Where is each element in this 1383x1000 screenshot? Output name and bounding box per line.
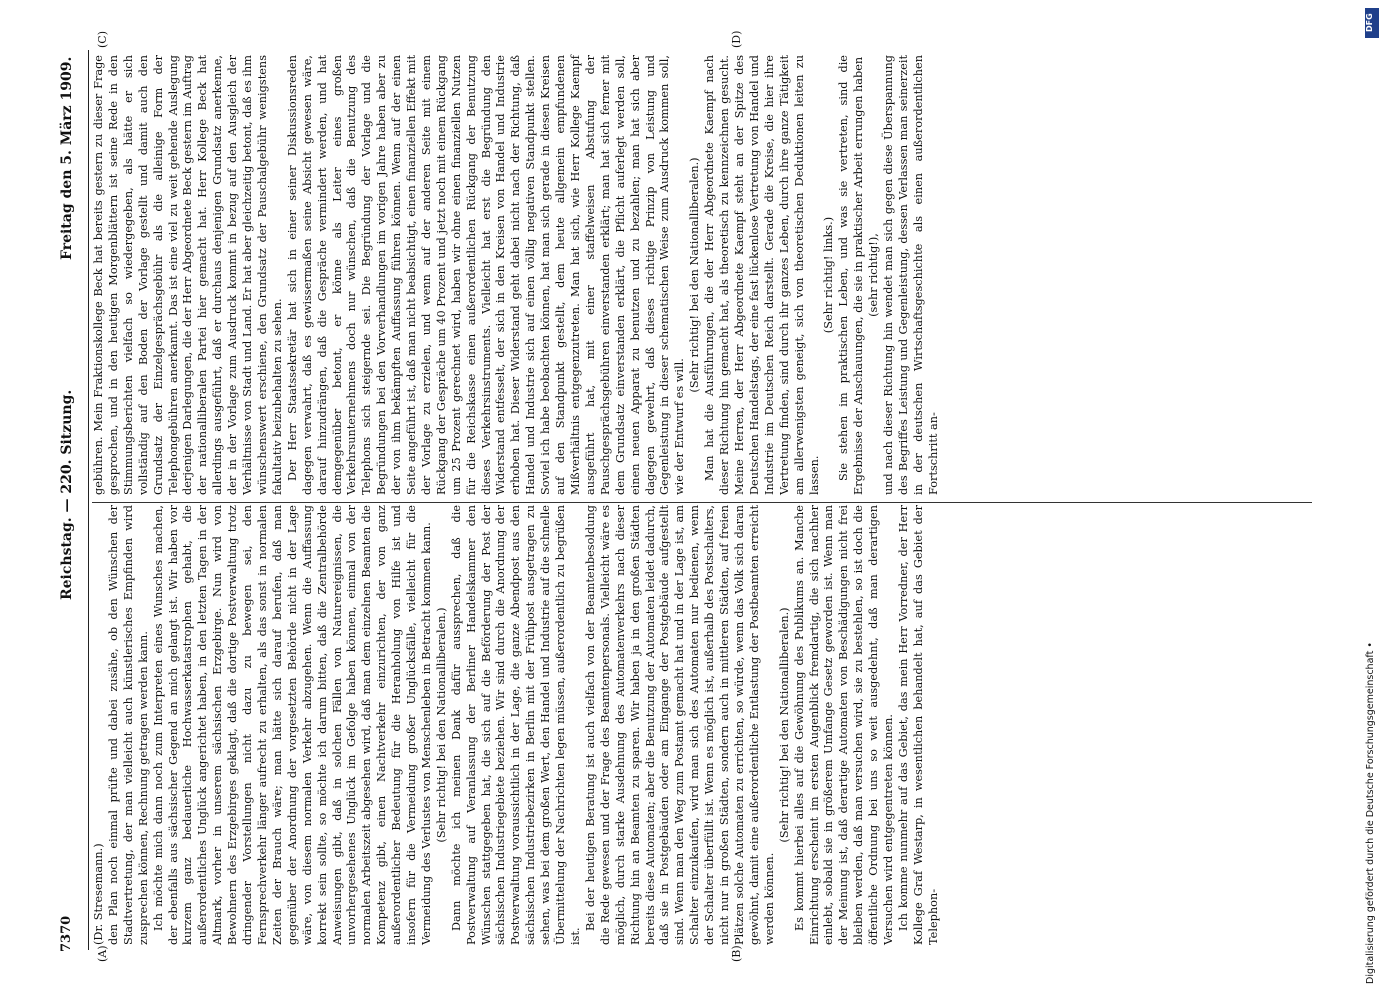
interjection: (Sehr richtig! links.)	[822, 216, 836, 334]
page-number: 7370	[59, 915, 74, 952]
paragraph: Dann möchte ich meinen Dank dafür aussprechen, daß die Postverwaltung auf Veranlassung der Berliner Handelskammer den Wünschen stattgegeben hat, die sich auf die Beförderung der Post der sächsischen Industriegebiete beziehen. Wir sind durch die Anordnung der Postverwaltung voraussichtlich in der Lage, die ganze Abendpost aus den sächsischen Industriebezirken in Berlin mit der Frühpost ausgetragen zu sehen, was bei dem großen Wert, den Handel und Industrie auf die schnelle Übermittelung der Nachrichten legen müssen, außerordentlich zu begrüßen ist.	[449, 505, 582, 945]
interjection: (Sehr richtig! bei den Nationalliberalen.)	[777, 607, 791, 843]
paragraph: Sie stehen im praktischen Leben, und was sie vertreten, sind die Ergebnisse der Anschauungen, die sie in praktischer Arbeit errungen haben	[837, 55, 866, 495]
paragraph: Der Herr Staatssekretär hat sich in einer seiner Diskussionsreden dagegen verwahrt, daß es gewissermaßen seine Absicht gewesen wäre, darauf hinzudrängen, daß die Gespräche vermindert werden, und hat demgegenüber betont, er könne als Leiter eines großen Verkehrsunternehmens doch nur wünschen, daß die Benutzung des Telephons sich steigernde sei. Die Begründung der Vorlage und die Begründungen bei den Vorverhandlungen im vorigen Jahre haben aber zu der von ihm bekämpften Auffassung führen können. Wenn auf der einen Seite angeführt ist, daß man nicht beabsichtigt, einen finanziellen Effekt mit der Vorlage zu erzielen, und wenn auf der anderen Seite mit einem Rückgang der Gespräche um 40 Prozent und jetzt noch mit einem Rückgang um 25 Prozent gerechnet wird, haben wir ohne einen finanziellen Nutzen für die Reichskasse einen außerordentlichen Rückgang der Benutzung dieses Verkehrsinstruments. Vielleicht hat erst die Begründung den Widerstand entfesselt, der sich in den Kreisen von Handel und Industrie erhoben hat. Dieser Widerstand geht dabei nicht nach der Richtung, daß Handel und Industrie sich auf einen völlig negativen Standpunkt stellen. Soviel ich habe beobachten können, hat man sich gerade in diesen Kreisen auf den Standpunkt gestellt, dem heute allgemein empfundenen Mißverhältnis entgegenzutreten. Man hat sich, wie Herr Kollege Kaempf ausgeführt hat, mit einer staffelweisen Abstufung der Pauschgesprächsgebühren einverstanden erklärt; man hat sich ferner mit dem Grundsatz einverstanden erklärt, die Pflicht auferlegt werden soll, einen neuen Apparat zu benutzen und zu bezahlen; man hat sich aber dagegen gewehrt, daß dieses richtige Prinzip von Leistung und Gegenleistung in dieser schematischen Weise zum Ausdruck kommen soll, wie der Entwurf es will.	[285, 55, 687, 495]
paragraph: Man hat die Ausführungen, die der Herr Abgeordnete Kaempf nach dieser Richtung hin gemacht hat, als theoretisch zu kennzeichnen gesucht. Meine Herren, der Herr Abgeordnete Kaempf steht an der Spitze des Deutschen Handelstags, der eine fast lückenlose Vertretung von Handel und Industrie im Deutschen Reich darstellt. Gerade die Kreise, die hier ihre Vertretung finden, sind durch ihr ganzes Leben, durch ihre ganze Tätigkeit am allerwenigsten geneigt, sich von theoretischen Deduktionen leiten zu lassen.	[703, 55, 821, 495]
credit-text: Digitalisierung gefördert durch die Deutsche Forschungsgemeinschaft •	[1365, 642, 1376, 984]
paragraph: den Plan noch einmal prüfte und dabei zusähe, ob den Wünschen der Stadtvertretung, der man vielleicht auch künstlerisches Empfinden wird zusprechen können, Rechnung getragen werden kann.	[106, 505, 150, 945]
paragraph: Ich möchte mich dann noch zum Interpreten eines Wunsches machen, der ebenfalls aus sächsischer Gegend an mich gelangt ist. Wir haben vor kurzem ganz bedauerliche Hochwasserkatastrophen gehabt, die außerordentliches Unglück angerichtet haben, in den letzten Tagen in der Altmark, vorher in unserem sächsischen Erzgebirge. Nun wird von Bewohnern des Erzgebirges geklagt, daß die dortige Postverwaltung trotz dringender Vorstellungen nicht dazu zu bewegen sei, den Fernsprechverkehr länger aufrecht zu erhalten, als das sonst in normalen Zeiten der Brauch wäre; man hätte sich darauf berufen, daß man gegenüber der Anordnung der vorgesetzten Behörde nicht in der Lage wäre, von diesem normalen Verkehr abzugehen. Wenn die Auffassung korrekt sein sollte, so möchte ich darum bitten, daß die Zentralbehörde Anweisungen gibt, daß in solchen Fällen von Naturereignissen, die unvorhergesehenes Unglück im Gefolge haben können, einmal von der normalen Arbeitszeit abgesehen wird, daß man dem einzelnen Beamten die Kompetenz gibt, einen Nachtverkehr einzurichten, der von ganz außerordentlicher Bedeutung für die Heranholung von Hilfe ist und insofern für die Vermeidung großer Unglücksfälle, vielleicht für die Vermeidung des Verlustes von Menschenleben in Betracht kommen kann.	[151, 505, 433, 945]
margin-marker-d: (D)	[730, 30, 743, 48]
header-rule	[88, 50, 89, 950]
paragraph: Ich komme nunmehr auf das Gebiet, das mein Herr Vorredner, der Herr Kollege Graf Westarp, in wesentlichen behandelt hat, auf das Gebiet der Telephon-	[896, 505, 940, 945]
speaker-name: (Dr. Stresemann.)	[92, 843, 105, 945]
interjection: (sehr richtig!),	[867, 233, 881, 317]
interjection: (Sehr richtig! bei den Nationalliberalen.)	[688, 157, 702, 393]
page-header	[55, 30, 85, 960]
left-column	[92, 505, 942, 945]
column-divider	[92, 502, 1312, 503]
paragraph: Es kommt hierbei alles auf die Gewöhnung des Publikums an. Manche Einrichtung erscheint im ersten Augenblick fremdartig, die sich nachher einlebt, sobald sie in größerem Umfange Gesetz geworden ist. Wenn man der Meinung ist, daß derartige Automaten von Beschädigungen nicht frei bleiben werden, daß man versuchen wird, sie zu bestehlen, so ist doch die öffentliche Ordnung bei uns so weit ausgedehnt, daß man derartigen Versuchen wird entgegentreten können.	[792, 505, 896, 945]
margin-marker-b: (B)	[730, 945, 743, 962]
margin-marker-c: (C)	[96, 31, 109, 48]
session-date: Freitag den 5. März 1909.	[59, 56, 75, 260]
session-title: Reichstag. — 220. Sitzung.	[59, 389, 75, 600]
margin-marker-a: (A)	[96, 945, 109, 962]
digitization-credit	[1365, 8, 1379, 988]
paragraph: Bei der heutigen Beratung ist auch vielfach von der Beamtenbesoldung die Rede gewesen und der Frage des Beamtenpersonals. Vielleicht wäre es möglich, durch starke Ausdehnung des Automatenverkehrs nach dieser Richtung hin an Beamten zu sparen. Wir haben ja in den großen Städten bereits diese Automaten; aber die Benutzung der Automaten leidet dadurch, daß sie in Postgebäuden oder am Eingange der Postgebäude aufgestellt sind. Wenn man den Weg zum Postamt gemacht hat und in der Lage ist, am Schalter einzukaufen, wird man sich des Automaten nur bedienen, wenn der Schalter überfüllt ist. Wenn es möglich ist, außerhalb des Postschalters, nicht nur in großen Städten, sondern auch in mittleren Städten, auf freien Plätzen solche Automaten zu errichten, so würde, wenn das Volk sich daran gewöhnt, damit eine außerordentliche Entlastung der Postbeamten erreicht werden können.	[583, 505, 776, 945]
paragraph: gebühren. Mein Fraktionskollege Beck hat bereits gestern zu dieser Frage gesprochen, und in den heutigen Morgenblättern ist seine Rede in den Stimmungsberichten vielfach so wiedergegeben, als hätte er sich vollständig auf den Boden der Vorlage gestellt und damit auch den Grundsatz der Einzelgesprächsgebühr als die alleinige Form der Telephongebühren anerkannt. Das ist eine viel zu weit gehende Auslegung derjenigen Darlegungen, die der Herr Abgeordnete Beck gestern im Auftrag der nationalliberalen Partei hier gemacht hat. Herr Kollege Beck hat allerdings ausgeführt, daß er durchaus denjenigen Grundsatz anerkenne, der in der Vorlage zum Ausdruck kommt in bezug auf den Ausgleich der Verhältnisse von Stadt und Land. Er hat aber gleichzeitig betont, daß es ihm wünschenswert erschiene, den Grundsatz der Pauschalgebühr wenigstens fakultativ beizubehalten zu sehen.	[92, 55, 284, 495]
right-column	[92, 55, 942, 495]
paragraph: und nach dieser Richtung hin wendet man sich gegen diese Überspannung des Begriffes Leistung und Gegenleistung, dessen Verlassen man seinerzeit in der deutschen Wirtschaftsgeschichte als einen außerordentlichen Fortschritt an-	[882, 55, 940, 495]
interjection: (Sehr richtig! bei den Nationalliberalen.)	[434, 607, 448, 843]
dfg-logo: DFG	[1365, 8, 1379, 38]
